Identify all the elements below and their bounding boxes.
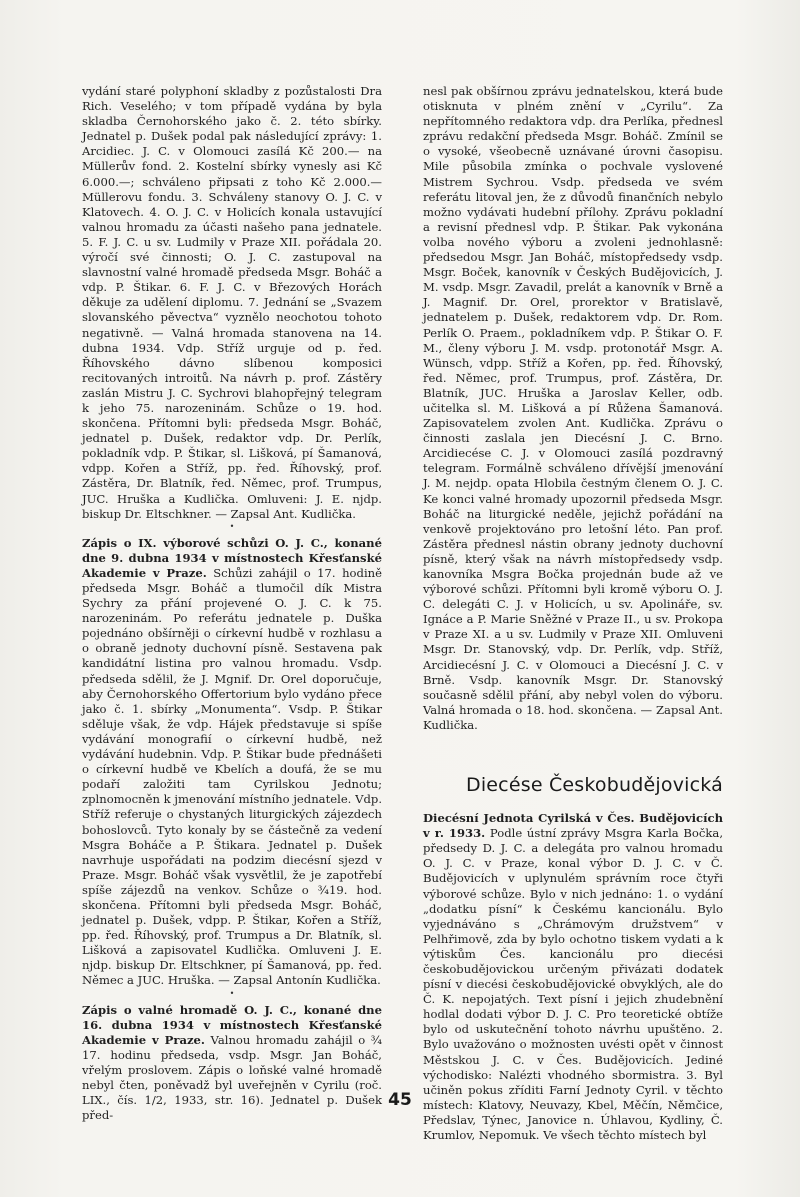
section-separator: • (229, 988, 235, 998)
left-column (82, 84, 382, 1123)
section-lead-title: Zápis o valné hromadě O. J. C., konané dne 16. dubna 1934 v místnostech Křesťanské Akademie v Praze. (82, 1002, 382, 1047)
section-body: Valnou hromadu zahájil o ¾ 17. hodinu předseda, vsdp. Msgr. Jan Boháč, vřelým proslovem. Zápis o loňské valné hromadě nebyl čten, poněvadž byl uveřejněn v Cyrilu (roč. LIX., čís. 1/2, 1933, str. 16). Jednatel p. Dušek před- (82, 1032, 382, 1123)
section-lead-title: Diecésní Jednota Cyrilská v Čes. Budějovicích v r. 1933. (423, 811, 723, 841)
committee-report-continuation: vydání staré polyphoní skladby z pozůstalosti Dra Rich. Veselého; v tom případě vydána by byla skladba Černohorského jako č. 2. této sbírky. Jednatel p. Dušek podal pak následující zprávy: 1. Arcidiec. J. C. v Olomouci zasílá Kč 200.— na Müllerův fond. 2. Kostelní sbírky vynesly asi Kč 6.000.—; schváleno připsati z toho Kč 2.000.— Müllerovu fondu. 3. Schváleny stanovy O. J. C. v Klatovech. 4. O. J. C. v Holicích konala ustavující valnou hromadu za účasti našeho pana jednatele. 5. F. J. C. u sv. Ludmily v Praze XII. pořádala 20. výročí své činnosti; O. J. C. zastupoval na slavnostní valné hromadě předseda Msgr. Boháč a vdp. P. Štikar. 6. F. J. C. v Březových Horách děkuje za udělení diplomu. 7. Jednání se „Svazem slovanského pěvectva“ vyznělo neochotou tohoto negativně. — Valná hromada stanovena na 14. dubna 1934. Vdp. Stříž urguje od p. řed. Říhovského dávno slíbenou komposici recitovaných introitů. Na návrh p. prof. Zástěry zaslán Mistru J. C. Sychrovi blahopřejný telegram k jeho 75. narozeninám. Schůze o 19. hod. skončena. Přítomni byli: předseda Msgr. Boháč, jednatel p. Dušek, redaktor vdp. Dr. Perlík, pokladník vdp. P. Štikar, sl. Lišková, pí Šamanová, vdpp. Kořen a Stříž, pp. řed. Říhovský, prof. Zástěra, Dr. Blatník, řed. Němec, prof. Trumpus, JUC. Hruška a Kudlička. Omluveni: J. E. njdp. biskup Dr. Eltschkner. — Zapsal Ant. Kudlička. (82, 84, 382, 521)
section-body: Podle ústní zprávy Msgra Karla Bočka, předsedy D. J. C. a delegáta pro valnou hromadu O. J. C. v Praze, konal výbor D. J. C. v Č. Budějovicích v uplynulém správním roce čtyři výborové schůze. Bylo v nich jednáno: 1. o vydání „dodatku písní“ k Českému kancionálu. Bylo vyjednáváno s „Chrámovým družstvem“ v Pelhřimově, zda by bylo ochotno tiskem vydati a k výtiskům Čes. kancionálu pro diecési českobudějovickou určeným přivázati dodatek písní v diecési českobudějovické obvyklých, ale do Č. K. nepojatých. Text písní i jejich zhudebnění hodlal dodati výbor D. J. C. Pro teoretické obtíže bylo od uskutečnění tohoto návrhu upuštěno. 2. Bylo uvažováno o možnosten uvésti opět v činnost Městskou J. C. v Čes. Budějovicích. Jediné východisko: Nalézti vhodného sbormistra. 3. Byl učiněn pokus zříditi Farní Jednoty Cyril. v těchto místech: Klatovy, Neuvazy, Kbel, Měčín, Němčice, Předslav, Týnec, Janovice n. Úhlavou, Kydliny, Č. Krumlov, Nepomuk. Ve všech těchto místech byl (423, 826, 723, 1142)
ix-committee-meeting-minutes (82, 536, 382, 989)
general-meeting-continuation: nesl pak obšírnou zprávu jednatelskou, která bude otisknuta v plném znění v „Cyrilu“. Za nepřítomného redaktora vdp. dra Perlíka, přednesl zprávu redakční předseda Msgr. Boháč. Zmínil se o vysoké, všeobecně uznávané úrovni časopisu. Mile působila zmínka o pochvale vyslovené Mistrem Sychrou. Vsdp. předseda ve svém referátu litoval jen, že z důvodů finančních nebylo možno vydávati hudební přílohy. Zprávu pokladní a revisní přednesl vdp. P. Štikar. Pak vykonána volba nového výboru a zvoleni jednohlasně: předsedou Msgr. Jan Boháč, místopředsedy vsdp. Msgr. Boček, kanovník v Českých Budějovicích, J. M. vsdp. Msgr. Zavadil, prelát a kanovník v Brně a J. Magnif. Dr. Orel, prorektor v Bratislavě, jednatelem p. Dušek, redaktorem vdp. Dr. Rom. Perlík O. Praem., pokladníkem vdp. P. Štikar O. F. M., členy výboru J. M. vsdp. protonotář Msgr. A. Wünsch, vdpp. Stříž a Kořen, pp. řed. Říhovský, řed. Němec, prof. Trumpus, prof. Zástěra, Dr. Blatník, JUC. Hruška a Jaroslav Keller, odb. učitelka sl. M. Lišková a pí Růžena Šamanová. Zapisovatelem zvolen Ant. Kudlička. Zprávu o činnosti zaslala jen Diecésní J. C. Brno. Arcidiecése C. J. v Olomouci zasílá pozdravný telegram. Formálně schváleno dřívější jmenování J. M. nejdp. opata Hlobila čestným členem O. J. C. Ke konci valné hromady upozornil předseda Msgr. Boháč na liturgické neděle, jejichž pořádání na venkově projektováno pro letošní léto. Pan prof. Zástěra přednesl nástin obrany jednoty duchovní písně, který však na návrh místopředsedy vsdp. kanovníka Msgra Bočka projednán bude až ve výborové schůzi. Přítomni byli kromě výboru O. J. C. delegáti C. J. v Holicích, u sv. Apolináře, sv. Ignáce a P. Marie Sněžné v Praze II., u sv. Prokopa v Praze XI. a u sv. Ludmily v Praze XII. Omluveni Msgr. Dr. Stanovský, vdp. Dr. Perlík, vdp. Stříž, Arcidiecésní J. C. v Olomouci a Diecésní J. C. v Brně. Vsdp. kanovník Msgr. Dr. Stanovský současně sdělil přání, aby nebyl volen do výboru. Valná hromada o 18. hod. skončena. — Zapsal Ant. Kudlička. (423, 84, 723, 732)
section-lead-title: Zápis o IX. výborové schůzi O. J. C., konané dne 9. dubna 1934 v místnostech Křesťanské Akademie v Praze. (82, 535, 382, 580)
section-body: Schůzi zahájil o 17. hodině předseda Msgr. Boháč a tlumočil dík Mistra Sychry za přání projevené O. J. C. k 75. narozeninám. Po referátu jednatele p. Duška pojednáno obšírněji o církevní hudbě v rozhlasu a o obraně jednoty duchovní písně. Sestavena pak kandidátní listina pro valnou hromadu. Vsdp. předseda sdělil, že J. Mgnif. Dr. Orel doporučuje, aby Černohorského Offertorium bylo vydáno přece jako č. 1. sbírky „Monumenta“. Vsdp. P. Štikar sděluje však, že vdp. Hájek představuje si spíše vydávání monografií o církevní hudbě, než vydávání hudebnin. Vdp. P. Štikar bude přednášeti o církevní hudbě ve Kbelích a doufá, že se mu podaří založiti tam Cyrilskou Jednotu; zplnomocněn k jmenování místního jednatele. Vdp. Stříž referuje o chystaných liturgických zájezdech bohoslovců. Tyto konaly by se částečně za vedení Msgra Boháče a P. Štikara. Jednatel p. Dušek navrhuje uspořádati na podzim diecésní sjezd v Praze. Msgr. Boháč však vysvětlil, že je zapotřebí spíše zájezdů na venkov. Schůze o ¾19. hod. skončena. Přítomni byli předseda Msgr. Boháč, jednatel p. Dušek, vdpp. P. Štikar, Kořen a Stříž, pp. řed. Říhovský, prof. Trumpus a Dr. Blatník, sl. Lišková a zapisovatel Kudlička. Omluveni J. E. njdp. biskup Dr. Eltschkner, pí Šamanová, pp. řed. Němec a JUC. Hruška. — Zapsal Antonín Kudlička. (82, 565, 382, 988)
right-column (423, 84, 723, 1143)
section-separator: • (229, 521, 235, 531)
page-number: 45 (388, 1090, 412, 1110)
diocese-heading: Diecése Českobudějovická (465, 774, 723, 797)
